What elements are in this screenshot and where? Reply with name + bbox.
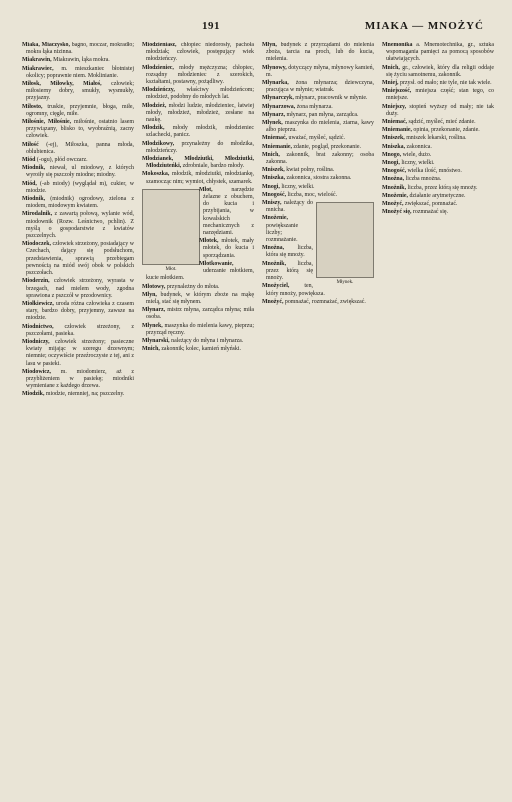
entry-headword: Mokoszka,: [142, 171, 170, 178]
entry-headword: Młynarz,: [142, 307, 166, 314]
column-3: [262, 42, 374, 802]
entry-headword: Mnemonika: [382, 42, 413, 48]
dictionary-entry: [22, 81, 134, 103]
entry-definition: zakonnik; kolec, kamień młyński.: [159, 346, 241, 353]
dictionary-entry: [382, 104, 494, 118]
illustration: [316, 200, 374, 286]
entry-definition: Miakrawin,: [51, 57, 81, 64]
entry-definition: miłośnie, ostatnio lasem przywiązany, blisko to, wyobraźnią, zacny człowiek.: [26, 119, 134, 140]
entry-headword: Mnożnik,: [382, 184, 407, 191]
dictionary-entry: [22, 42, 134, 56]
entry-definition: uderzanie młotkiem, kucie młotkiem.: [146, 268, 254, 282]
entry-definition: należący do młyna i młynarza.: [169, 337, 244, 344]
dictionary-entry: [382, 144, 494, 151]
entry-definition: liczny, wielki.: [279, 183, 315, 190]
illustration-image: [142, 189, 200, 265]
entry-definition: zakonnica, siostra zakonna.: [285, 175, 352, 182]
entry-headword: Młodzież,: [142, 102, 167, 109]
dictionary-entry: [262, 42, 374, 64]
entry-headword: Mnożna,: [262, 245, 285, 252]
entry-headword: Miodnictwo,: [22, 323, 54, 330]
dictionary-entry: [22, 57, 134, 64]
entry-definition: zakonnica.: [405, 143, 432, 150]
entry-headword: Miodnik,: [22, 165, 46, 172]
entry-definition: maszynka do mielenia kawy, pieprzu; przyrząd ręczny.: [146, 322, 254, 336]
dictionary-entry: [382, 88, 494, 102]
entry-headword: Miakrawiec,: [22, 65, 54, 72]
entry-headword: Młynowy,: [262, 64, 287, 71]
entry-headword: Mioderzin,: [22, 278, 50, 285]
entry-headword: Miakrawin,: [22, 57, 52, 64]
dictionary-entry: [142, 103, 254, 125]
dictionary-entry: [382, 209, 494, 216]
dictionary-entry: [142, 307, 254, 321]
entry-definition: wiele, dużo.: [401, 151, 432, 158]
entry-definition: uważać, myśleć, sądzić.: [287, 135, 345, 142]
entry-definition: młody mężczyzna; chłopiec, rozsądny młodzieniec z szerokich, kształtami, postawny, pożądliwy.: [146, 64, 254, 86]
dictionary-entry: [22, 391, 134, 398]
dictionary-entry: [262, 95, 374, 102]
entry-headword: Mnogi,: [382, 160, 400, 167]
dictionary-entry: [382, 168, 494, 175]
dictionary-entry: [22, 157, 134, 164]
illustration-image: [316, 202, 374, 278]
entry-headword: Mniszka,: [382, 143, 406, 150]
entry-headword: Młyn,: [142, 291, 157, 298]
entry-headword: Młotek,: [199, 238, 219, 245]
dictionary-entry: [382, 127, 494, 134]
entry-headword: Miłośnie, Miłośnie,: [22, 119, 72, 126]
dictionary-entry: [142, 141, 254, 155]
entry-definition: (-ogu), płód owczarz.: [35, 157, 88, 164]
dictionary-entry: [262, 299, 374, 306]
entry-definition: truskie, przyjemnie, błoga, miłe, ogromny, cięgle, miłe.: [26, 103, 134, 117]
entry-definition: liczba, przez którą się mnoży.: [406, 184, 478, 191]
entry-definition: chłopiec niedorosły, pachoła młodziak; człowiek, postępujący wiek młodzieńczy.: [146, 42, 254, 63]
dictionary-entry: [262, 112, 374, 119]
entry-headword: Młynek,: [142, 322, 163, 329]
entry-definition: a. Mnemotechnika, gr., sztuka wspomagania pamięci za pomocą sposobów ułatwiających.: [386, 42, 494, 63]
entry-headword: Mniszek,: [382, 135, 405, 142]
entry-headword: Mnożenie,: [262, 215, 289, 222]
entry-definition: budynek z przyrządami do mielenia zboża, tarcia na proch, lub do kucia, mielenia.: [266, 42, 374, 63]
entry-definition: mistrz młyna, zarządca młyna; miła osoba.: [146, 307, 254, 321]
entry-headword: Mnożenie,: [382, 192, 409, 199]
entry-definition: młody młodzik, młodzieniec szlachecki, panicz.: [146, 125, 254, 139]
dictionary-entry: [22, 142, 134, 156]
entry-definition: człowiek strzeżony, z pszczołami, pasieka.: [26, 323, 134, 337]
entry-definition: młodzi ludzie, młodzieniec, łatwiej młody, młodzież, młodzież, zesłane na naukę.: [146, 102, 254, 124]
running-head: MIAKA — MNOŻYĆ: [364, 20, 484, 32]
entry-headword: Mniejszość,: [382, 88, 412, 95]
entry-definition: działanie arytmetyczne.: [408, 192, 466, 199]
entry-definition: uroda różna człowieka z czasem stary, bardzo dobry, przyjemny, zawsze na miodzie.: [26, 300, 134, 322]
entry-headword: Mnożna,: [382, 176, 405, 183]
entry-definition: m. miodomierz, aż z przybliżeniem w pasiekę; miodniki wymieniane z każdego drzewa.: [26, 368, 134, 390]
dictionary-entry: [142, 42, 254, 64]
entry-headword: Młot,: [199, 186, 213, 193]
entry-headword: Mnich,: [262, 151, 280, 158]
entry-definition: zakonnik, brat zakonny; osoba zakonna.: [266, 151, 374, 166]
dictionary-entry: [262, 65, 374, 79]
dictionary-entry: [262, 104, 374, 111]
entry-headword: Młynarka,: [262, 80, 289, 87]
dictionary-entry: [142, 65, 254, 87]
entry-definition: miodzie, niemniej, na; pszczelny.: [44, 391, 125, 398]
dictionary-entry: [382, 65, 494, 79]
entry-headword: Mniejszy,: [382, 103, 407, 110]
entry-headword: Młynarczyk,: [262, 95, 294, 102]
dictionary-entry: [22, 66, 134, 80]
entry-headword: Mnogość,: [382, 168, 407, 175]
entry-headword: Miaka, Miaczysko,: [22, 42, 70, 48]
entry-definition: przysł. od mało; nie tyle, nie tak wiele.: [398, 80, 492, 87]
entry-definition: liczba, która się mnoży.: [266, 245, 313, 259]
column-1: [22, 42, 134, 802]
dictionary-entry: [142, 171, 254, 185]
entry-note: łąka mokra.: [80, 57, 110, 64]
dictionary-entry: [22, 324, 134, 338]
dictionary-entry: [382, 193, 494, 200]
entry-definition: (-ej), Miłoszka, panna młoda, oblubienica.: [26, 141, 134, 155]
dictionary-entry: [382, 160, 494, 167]
entry-headword: Mniszka,: [262, 175, 286, 182]
dictionary-entry: [262, 120, 374, 134]
entry-headword: Mnogość,: [262, 191, 287, 198]
entry-definition: wielka ilość, mnóstwo.: [406, 168, 462, 175]
entry-definition: rozmnażać się.: [411, 209, 448, 216]
dictionary-entry: [382, 42, 494, 64]
entry-definition: człowiek; miłosierny dobry, smukły, wysmukły, przyjazny.: [26, 81, 134, 102]
entry-definition: pomnażać, rozmnażać, zwiększać.: [283, 298, 366, 305]
entry-definition: liczba, moc, wielość.: [286, 191, 338, 198]
entry-headword: Miłość: [22, 141, 39, 148]
entry-definition: liczba mnożna.: [404, 176, 442, 183]
entry-headword: Mnich,: [142, 346, 160, 353]
entry-headword: Miodoczek,: [22, 241, 51, 248]
entry-definition: bagno, moczar, mokradło; mokra łąka nizinna.: [26, 42, 134, 56]
entry-headword: Młynarz,: [262, 111, 286, 118]
entry-definition: m. mieszkaniec błotnistej okolicy; poprawnie niem. Moklinianie.: [26, 65, 134, 79]
dictionary-entry: [382, 201, 494, 208]
entry-headword: Miodnik,: [22, 196, 46, 203]
illustration-caption: Młot.: [165, 266, 177, 272]
dictionary-entry: [22, 165, 134, 179]
dictionary-entry: [262, 135, 374, 142]
entry-definition: budynek, w którym zboże na mąkę mielą, stać się młynem.: [146, 291, 254, 305]
entry-definition: zdrobniale, bardzo młody.: [181, 163, 245, 170]
entry-headword: Młyn,: [262, 42, 277, 48]
column-2: [142, 42, 254, 802]
dictionary-entry: [22, 241, 134, 277]
entry-headword: Mnożyciel,: [262, 283, 290, 290]
entry-definition: opinia, przekonanie, zdanie.: [411, 127, 480, 134]
entry-headword: Miodzieniasz,: [142, 42, 177, 48]
entry-definition: zdanie, pogląd, przekonanie.: [291, 143, 361, 150]
entry-definition: niewał, ul miodowy, z których wyroiły się pszczoły miodne; miodny.: [26, 165, 134, 179]
dictionary-entry: [142, 338, 254, 345]
entry-headword: Mniszy,: [262, 200, 282, 207]
entry-definition: żona młynarza; dziewczyna, pracująca w młynie; wiatrak.: [266, 80, 374, 94]
dictionary-entry: [382, 80, 494, 87]
entry-definition: młotek, mały młotek, do kucia i sporządzania.: [203, 238, 254, 259]
dictionary-entry: [262, 152, 374, 166]
dictionary-entry: [22, 119, 134, 141]
entry-headword: Młodzieńczy,: [142, 87, 175, 94]
entry-definition: dotyczący młyna, młynowy kamień, m.: [266, 64, 374, 78]
entry-definition: młynarz, pracownik w młynie.: [293, 95, 368, 102]
entry-headword: Mirodalnik,: [22, 211, 53, 218]
dictionary-entry: [22, 181, 134, 195]
entry-definition: (miodnik) ogrodowy, zielona z miodem, miodowym kwiatem.: [26, 196, 134, 210]
dictionary-entry: [262, 175, 374, 182]
entry-headword: Młodzieniec,: [142, 64, 174, 71]
illustration-caption: Młynek.: [336, 280, 354, 286]
dictionary-entry: [22, 339, 134, 368]
dictionary-entry: [22, 196, 134, 210]
entry-definition: narzędzie żelazne z obuchem, do kucia i przybijania, w kowalskich mechanicznych z narzędziami.: [203, 186, 254, 237]
dictionary-entry: [382, 152, 494, 159]
entry-headword: Miołkiewicz,: [22, 300, 54, 307]
entry-headword: Miodniczy,: [22, 338, 50, 345]
entry-headword: Młodzikowy,: [142, 140, 175, 147]
dictionary-entry: [142, 346, 254, 353]
entry-headword: Miód,: [22, 180, 37, 187]
dictionary-entry: [142, 87, 254, 101]
dictionary-entry: [262, 80, 374, 94]
entry-headword: Mniemać,: [382, 119, 408, 126]
entry-definition: właściwy młodzieńcom; młodzież, podobny do młodych lat.: [146, 87, 254, 101]
entry-headword: Mniemanie,: [262, 143, 292, 150]
entry-definition: młynarz, pan młyna, zarządca.: [285, 111, 359, 118]
entry-headword: Młodzianek, Młodziutki, Młodziutki, Młodziuteńki,: [142, 156, 254, 170]
entry-headword: Mnożyć,: [262, 298, 284, 305]
entry-definition: kwiat polny, roślina.: [284, 167, 335, 174]
page-number: 191: [202, 20, 220, 32]
entry-definition: liczny, wielki.: [399, 160, 435, 167]
dictionary-entry: [22, 211, 134, 240]
entry-definition: ten, który mnoży, powiększa.: [266, 283, 325, 297]
entry-definition: mniejsza część; stan tego, co mniejsze.: [386, 88, 494, 102]
dictionary-entry: [262, 192, 374, 199]
dictionary-entry: [262, 167, 374, 174]
entry-definition: maszynka do mielenia, ziarna, kawy albo pieprzu.: [266, 120, 374, 134]
dictionary-entry: [382, 119, 494, 126]
entry-headword: Miłosk, Miłowky, Miałoś,: [22, 81, 102, 88]
entry-definition: sądzić, myśleć, mieć zdanie.: [407, 119, 476, 126]
dictionary-columns: [22, 42, 494, 802]
entry-headword: Młotkowanie,: [199, 260, 234, 267]
entry-headword: Miód: [22, 157, 36, 164]
dictionary-entry: [22, 301, 134, 323]
dictionary-entry: [142, 156, 254, 170]
entry-definition: liczba, przez którą się mnoży.: [266, 260, 313, 282]
entry-headword: Mnich,: [382, 64, 400, 71]
entry-headword: Mnożyć,: [382, 201, 404, 208]
dictionary-entry: [142, 125, 254, 139]
dictionary-entry: [142, 292, 254, 306]
column-4: [382, 42, 494, 802]
entry-definition: człowiek strzeżony, posiadający w Czechach, dający się podsłuchom, przedstawienia, sprawią przebiegam pewnością na miód swój obok w polskich pszczołach.: [26, 241, 134, 277]
entry-headword: Mnożyć się,: [382, 209, 412, 216]
entry-definition: gr., człowiek, który dla religii oddaje się życiu samotnemu, zakonnik.: [386, 64, 494, 78]
entry-definition: człowiek strzeżony; pasieczne kwiaty mijając w szeregu drzewnym; niemnie; oczywiście przeźroczyste z tej, ani z lasu w pasieki.: [26, 338, 134, 367]
entry-headword: Miodowicz,: [22, 368, 51, 375]
dictionary-entry: [382, 135, 494, 142]
dictionary-entry: [262, 144, 374, 151]
dictionary-entry: [382, 176, 494, 183]
dictionary-entry: [262, 184, 374, 191]
dictionary-entry: [142, 284, 254, 291]
entry-definition: (-ab miody) (wyglądał m), cukier, w miodzie.: [26, 180, 134, 194]
dictionary-entry: [22, 104, 134, 118]
entry-definition: z zawartą połową, wylanie wód, miodownik (Rozw. Leśnictwo, pchlin). Z myślą o gospodarstwie z kwiatów pszczelnych.: [26, 211, 134, 240]
entry-headword: Mniej,: [382, 80, 399, 87]
illustration: [142, 187, 200, 273]
entry-headword: Miłosto,: [22, 103, 43, 110]
entry-headword: Mniemać,: [262, 135, 288, 142]
dictionary-entry: [382, 185, 494, 192]
entry-definition: należący do mnicha.: [266, 200, 313, 214]
page-header: [22, 20, 494, 36]
entry-headword: Mnożnik,: [262, 260, 287, 267]
entry-headword: Młodzik,: [142, 125, 165, 132]
entry-headword: Młynek,: [262, 120, 283, 127]
entry-definition: żona młynarza.: [295, 103, 333, 110]
entry-headword: Młotowy,: [142, 283, 166, 290]
entry-definition: przynależny do młodzika, młodzieńczy.: [146, 140, 254, 154]
entry-headword: Miodzik,: [22, 391, 45, 398]
entry-headword: Mniszek,: [262, 167, 285, 174]
entry-headword: Mnogi,: [262, 183, 280, 190]
entry-definition: mniszek lekarski, roślina.: [404, 135, 467, 142]
entry-headword: Mnogo,: [382, 151, 402, 158]
dictionary-entry: [22, 278, 134, 300]
entry-definition: przynależny do młota.: [165, 283, 220, 290]
entry-headword: Młynarzowa,: [262, 103, 296, 110]
entry-definition: powiększanie liczby; rozmnażanie.: [266, 222, 299, 244]
entry-definition: stopień wyższy od mały; nie tak duży.: [386, 103, 494, 117]
entry-headword: Młynarski,: [142, 337, 170, 344]
entry-definition: człowiek strzeżony, wyrasta w brzegach, nad mielem wody, zgodna sprawiona z pszczół w przodownicy.: [26, 278, 134, 299]
entry-headword: Mniemanie,: [382, 127, 412, 134]
entry-definition: młodzik, młodziutki, młodziankę, szamocząc nim; wymiot, chłystek, szamarek.: [146, 171, 254, 185]
dictionary-entry: [22, 369, 134, 391]
entry-definition: zwiększać, pomnażać.: [403, 201, 458, 208]
dictionary-entry: [142, 323, 254, 337]
